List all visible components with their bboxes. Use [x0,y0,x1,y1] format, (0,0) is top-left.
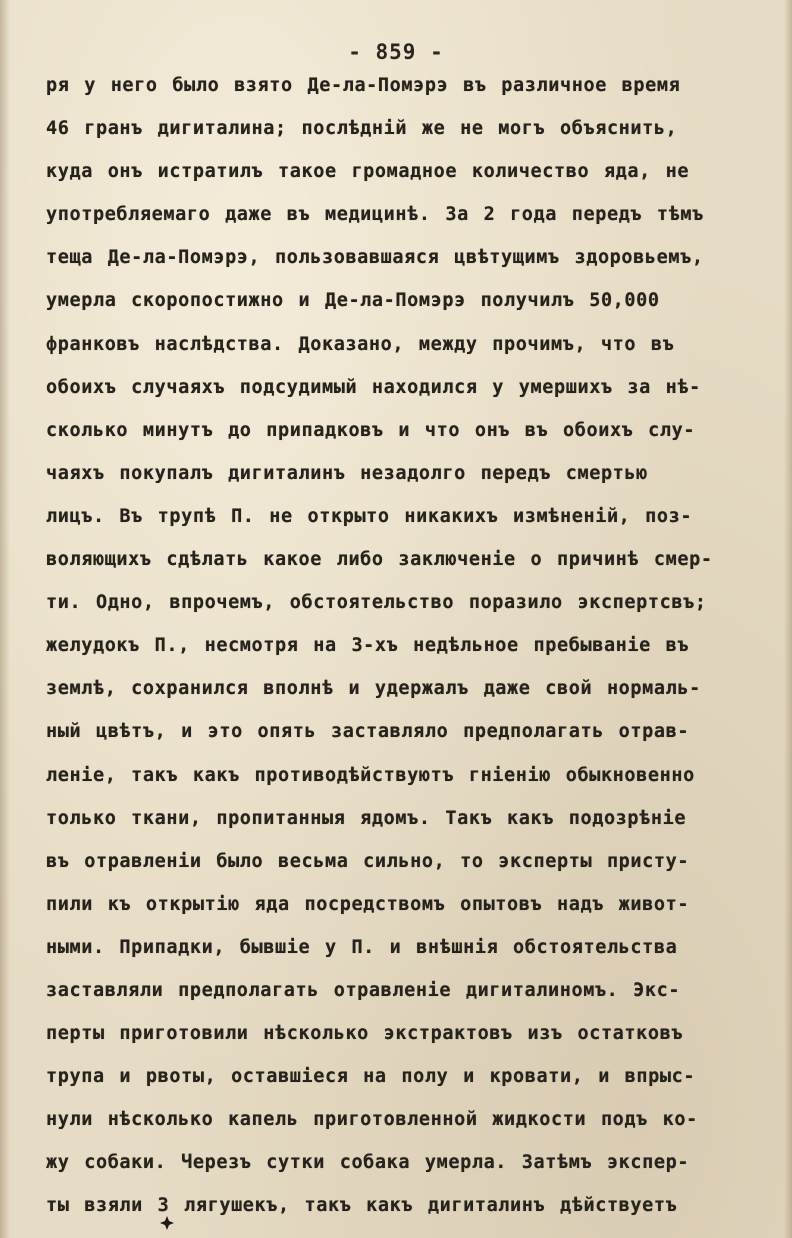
text-line: перты приготовили нѣсколько экстрактовъ изъ остатковъ [46,1023,684,1045]
text-line: пили къ открытiю яда посредствомъ опытовъ надъ живот- [46,893,690,915]
text-line: въ отравленiи было весьма сильно, то эксперты присту- [46,850,690,872]
text-line: употребляемаго даже въ медицинѣ. За 2 года передъ тѣмъ [46,204,704,226]
text-line: сколько минутъ до припадковъ и что онъ въ обоихъ слу- [46,419,696,441]
text-line: 46 гранъ дигиталина; послѣднiй же не могъ объяснить, [46,118,678,140]
text-line: желудокъ П., несмотря на 3-хъ недѣльное пребыванiе въ [46,635,690,657]
body-text [46,64,746,1228]
text-line: заставляли предполагать отравленiе дигиталиномъ. Экс- [46,979,681,1001]
text-line: ленiе, такъ какъ противодѣйствуютъ гнiенiю обыкновенно [46,764,695,786]
text-line: землѣ, сохранился вполнѣ и удержалъ даже свой нормаль- [46,678,701,700]
text-line: ря у него было взято Де-ла-Помэрэ въ различное время [46,75,681,96]
text-line: ти. Одно, впрочемъ, обстоятельство поразило экспертсвъ; [46,592,707,614]
text-line: трупа и рвоты, оставшiеся на полу и кровати, и впрыс- [46,1066,696,1088]
page-edge-shadow-left [0,0,10,1238]
text-line: куда онъ истратилъ такое громадное количество яда, не [46,161,690,183]
text-line: теща Де-ла-Помэрэ, пользовавшаяся цвѣтущимъ здоровьемъ, [46,247,704,269]
text-line: умерла скоропостижно и Де-ла-Помэрэ получилъ 50,000 [46,290,660,312]
page-edge-shadow-right [784,0,792,1238]
text-line: ными. Припадки, бывшiе у П. и внѣшнiя обстоятельства [46,936,678,958]
ink-blot [160,1216,174,1230]
text-line: ный цвѣтъ, и это опять заставляло предполагать отрав- [46,721,690,743]
text-line: франковъ наслѣдства. Доказано, между прочимъ, что въ [46,333,675,355]
text-line: лицъ. Въ трупѣ П. не открыто никакихъ измѣненiй, поз- [46,505,693,527]
text-line: только ткани, пропитанныя ядомъ. Такъ какъ подозрѣнiе [46,807,687,829]
text-line: нули нѣсколько капель приготовленной жидкости подъ ко- [46,1109,698,1131]
text-line: ты взяли 3 лягушекъ, такъ какъ дигиталинъ дѣйствуетъ [46,1195,678,1217]
text-line: обоихъ случаяхъ подсудимый находился у умершихъ за нѣ- [46,376,701,398]
page-number: - 859 - [348,40,444,64]
text-line: жу собаки. Черезъ сутки собака умерла. Затѣмъ экспер- [46,1152,690,1174]
text-line: воляющихъ сдѣлать какое либо заключенiе о причинѣ смер- [46,549,713,571]
text-line: чаяхъ покупалъ дигиталинъ незадолго передъ смертью [46,462,648,484]
